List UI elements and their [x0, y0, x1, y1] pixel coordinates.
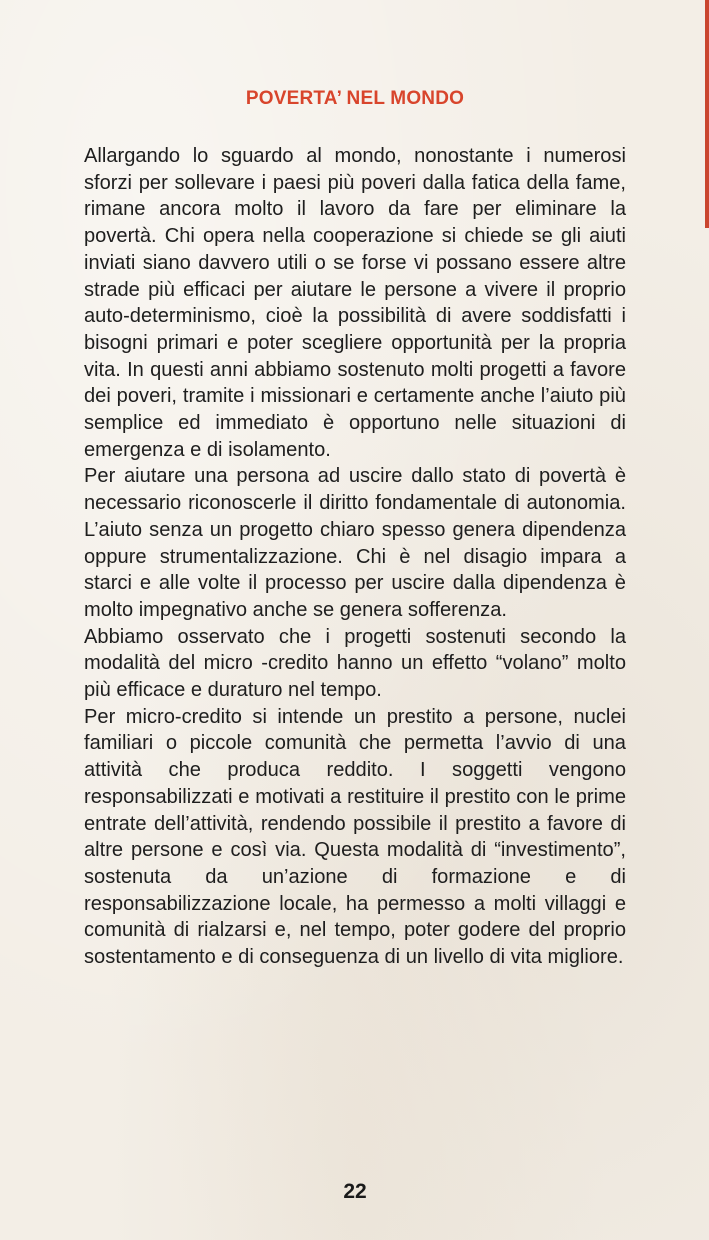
paragraph-3: Abbiamo osservato che i progetti sostenuti secondo la modalità del micro -credito hanno un effetto “volano” molto più efficace e duraturo nel tempo.	[84, 625, 626, 702]
page-edge-marker	[705, 0, 709, 228]
document-page	[84, 0, 626, 1240]
paragraph-2: Per aiutare una persona ad uscire dallo stato di povertà è necessario riconoscerle il diritto fondamentale di autonomia. L’aiuto senza un progetto chiaro spesso genera dipendenza oppure strumentalizzazione. Chi è nel disagio impara a starci e alle volte il processo per uscire dalla dipendenza è molto impegnativo anche se genera sofferenza.	[84, 465, 626, 621]
paragraph-4: Per micro-credito si intende un prestito a persone, nuclei familiari o piccole comunità che permetta l’avvio di una attività che produca reddito. I soggetti vengono responsabilizzati e motivati a restituire il prestito con le prime entrate dell’attività, rendendo possibile il prestito a favore di altre persone e così via. Questa modalità di “investimento”, sostenuta da un’azione di formazione e di responsabilizzazione locale, ha permesso a molti villaggi e comunità di rialzarsi e, nel tempo, poter godere del proprio sostentamento e di conseguenza di un livello di vita migliore.	[84, 705, 626, 969]
page-title: POVERTA’ NEL MONDO	[245, 88, 465, 109]
paragraph-1: Allargando lo sguardo al mondo, nonostante i numerosi sforzi per sollevare i paesi più poveri dalla fatica della fame, rimane ancora molto il lavoro da fare per eliminare la povertà. Chi opera nella cooperazione si chiede se gli aiuti inviati siano davvero utili o se forse vi possano essere altre strade più efficaci per aiutare le persone a vivere il proprio auto-determinismo, cioè la possibilità di avere soddisfatti i bisogni primari e poter scegliere opportunità per la propria vita. In questi anni abbiamo sostenuto molti progetti a favore dei poveri, tramite i missionari e certamente anche l’aiuto più semplice ed immediato è opportuno nelle situazioni di emergenza e di isolamento.	[84, 145, 626, 461]
body-text	[84, 143, 626, 971]
page-number: 22	[343, 1180, 367, 1203]
